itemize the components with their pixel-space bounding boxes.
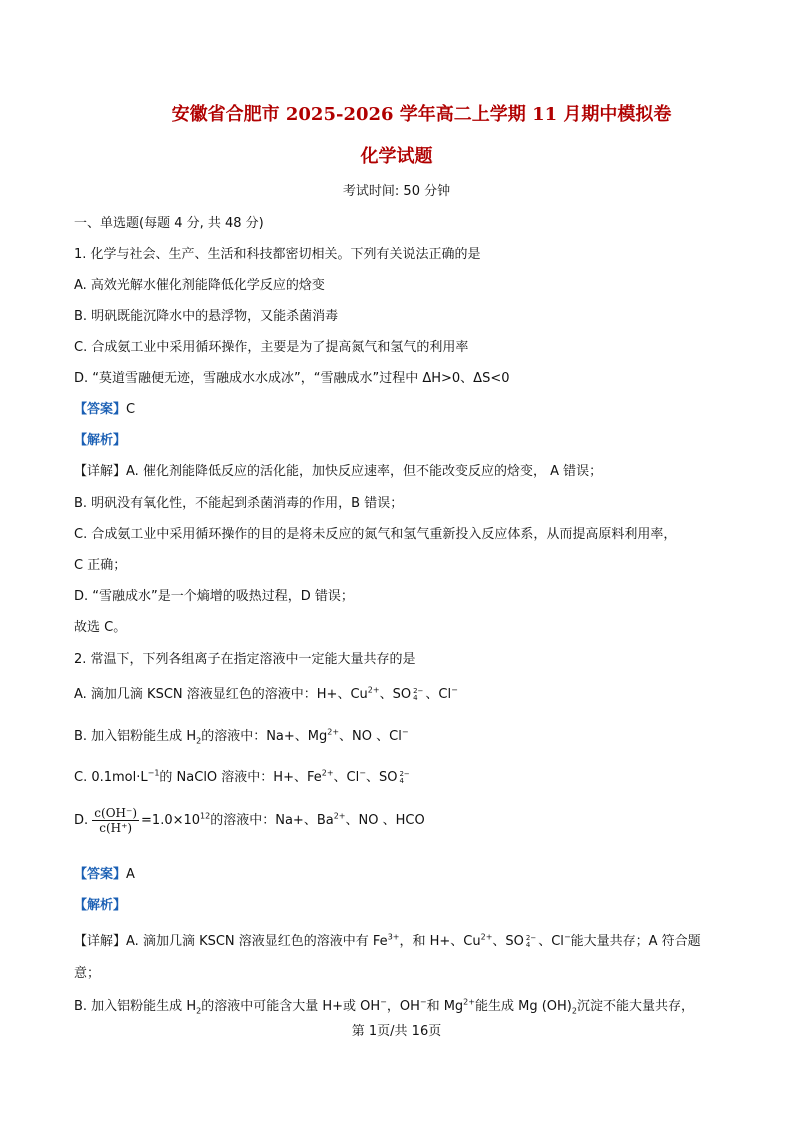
q2-d-pre: =1.0×10: [141, 813, 201, 828]
q2-a-sup: 2+: [367, 685, 380, 695]
fraction-numerator: c(OH⁻): [94, 806, 138, 820]
page-subtitle: 化学试题: [360, 146, 433, 167]
q1-detail-b: B. 明矾没有氧化性，不能起到杀菌消毒的作用，B 错误；: [74, 496, 404, 511]
q2-detail-a2: 意；: [74, 966, 101, 981]
answer-tag: 【答案】: [74, 867, 127, 882]
q2-detail-a-mid: ，和 H+、Cu: [399, 934, 481, 949]
q2-c-sup2: 2+: [321, 768, 334, 778]
q2-d-label: D.: [74, 813, 89, 828]
q2-detail-b-post: 能生成 Mg (OH): [474, 999, 572, 1014]
q1-option-b: B. 明矾既能沉降水中的悬浮物，又能杀菌消毒: [74, 309, 339, 324]
q2-c-stack-top: 2−: [399, 769, 410, 778]
answer-tag: 【答案】: [74, 402, 127, 417]
q2-d-sup2: 2+: [333, 811, 346, 821]
section-heading: 一、单选题(每题 4 分, 共 48 分): [74, 216, 264, 231]
q2-option-c: [74, 766, 412, 785]
q2-detail-a1: [74, 930, 701, 949]
q2-detail-b-sub2: 2: [571, 1006, 577, 1016]
q2-detail-b-sup3: 2+: [463, 997, 475, 1007]
q1-detail-c1: C. 合成氨工业中采用循环操作的目的是将未反应的氮气和氢气重新投入反应体系，从而提高原料利用率，: [74, 527, 677, 542]
q1-option-a: A. 高效光解水催化剂能降低化学反应的焓变: [74, 278, 325, 293]
stack-bottom: 4: [525, 940, 531, 949]
page-title: 安徽省合肥市 2025-2026 学年高二上学期 11 月期中模拟卷: [171, 104, 672, 125]
q2-detail-a-sup3: −: [563, 932, 571, 942]
q2-option-d: [74, 806, 425, 835]
q2-option-a: [74, 683, 458, 702]
q2-d-sup: 12: [200, 811, 211, 821]
q1-conclusion: 故选 C。: [74, 620, 127, 635]
q1-option-c: C. 合成氨工业中采用循环操作，主要是为了提高氮气和氢气的利用率: [74, 340, 469, 355]
q2-c-text: C. 0.1mol·L: [74, 770, 148, 785]
q2-detail-a-end: 能大量共存；A 符合题: [570, 934, 701, 949]
q2-a-stack: [413, 688, 423, 702]
q2-b-post: 、NO 、Cl: [339, 729, 402, 744]
q2-detail-b-mid3: 和 Mg: [426, 999, 464, 1014]
q2-c-stack: [399, 771, 409, 785]
q2-c-mid: 的 NaClO 溶液中：H+、Fe: [159, 770, 322, 785]
fraction-denominator: c(H⁺): [99, 821, 133, 835]
q1-stem: 1. 化学与社会、生产、生活和科技都密切相关。下列有关说法正确的是: [74, 247, 481, 262]
q1-detail-a: [74, 460, 602, 479]
q2-a-mid: 、SO: [379, 687, 412, 702]
q2-c-post: 、Cl: [333, 770, 360, 785]
q2-c-end: 、SO: [365, 770, 398, 785]
q2-detail-a-stack: [526, 935, 536, 949]
q1-detail-c2: C 正确；: [74, 558, 127, 573]
q2-detail-a-sup: 3+: [387, 932, 400, 942]
q1-option-d: D. “莫道雪融便无迹，雪融成水水成冰”，“雪融成水”过程中 ΔH>0、ΔS<0: [74, 371, 510, 386]
q2-detail-b-mid2: ，OH: [386, 999, 420, 1014]
q2-detail-a-sup2: 2+: [480, 932, 493, 942]
q2-a-post: 、Cl: [425, 687, 452, 702]
answer-value: C: [126, 402, 136, 417]
exam-time: 考试时间: 50 分钟: [342, 184, 451, 199]
q2-d-fraction: [92, 806, 139, 835]
q2-detail-b-mid: 的溶液中可能含大量 H+或 OH: [201, 999, 381, 1014]
q2-d-post: 的溶液中：Na+、Ba: [210, 813, 334, 828]
q1-analysis-tag: 【解析】: [74, 433, 127, 448]
q2-detail-a-post: 、Cl: [538, 934, 564, 949]
q2-a-sup3: −: [451, 685, 458, 695]
q2-a-stack-top: 2−: [413, 686, 424, 695]
q2-detail-b: [74, 995, 694, 1016]
q2-b-sup2: −: [401, 727, 409, 737]
q2-option-b: [74, 725, 409, 746]
q2-detail-b-text: B. 加入铝粉能生成 H: [74, 999, 197, 1014]
detail-tag: 【详解】: [74, 934, 127, 949]
detail-tag: 【详解】: [74, 464, 127, 479]
q1-detail-d: D. “雪融成水”是一个熵增的吸热过程，D 错误；: [74, 589, 354, 604]
q2-analysis-tag: 【解析】: [74, 898, 127, 913]
q2-stem: 2. 常温下，下列各组离子在指定溶液中一定能大量共存的是: [74, 652, 416, 667]
q2-a-stack-bottom: 4: [413, 693, 418, 702]
q2-answer: [74, 863, 135, 882]
q2-c-sup3: −: [359, 768, 366, 778]
q1-answer: [74, 398, 135, 417]
q2-b-sub: 2: [196, 736, 202, 746]
answer-value: A: [126, 867, 135, 882]
q2-detail-a-mid2: 、SO: [492, 934, 524, 949]
q2-c-stack-bottom: 4: [399, 776, 404, 785]
q2-b-text: B. 加入铝粉能生成 H: [74, 729, 197, 744]
q2-a-text: A. 滴加几滴 KSCN 溶液显红色的溶液中：H+、Cu: [74, 687, 368, 702]
q2-detail-b-sub: 2: [196, 1006, 202, 1016]
q2-b-sup: 2+: [327, 727, 340, 737]
stack-top: 2−: [525, 933, 537, 942]
q2-d-end: 、NO 、HCO: [345, 813, 425, 828]
q2-c-sup: −1: [147, 768, 160, 778]
q2-detail-b-sup: −: [380, 997, 387, 1007]
q2-detail-b-sup2: −: [419, 997, 427, 1007]
q2-b-mid: 的溶液中：Na+、Mg: [201, 729, 328, 744]
q2-detail-b-end: 沉淀不能大量共存，: [576, 999, 694, 1014]
page-footer: 第 1页/共 16页: [351, 1024, 442, 1039]
q2-detail-a-text: A. 滴加几滴 KSCN 溶液显红色的溶液中有 Fe: [126, 934, 388, 949]
detail-text: A. 催化剂能降低反应的活化能，加快反应速率，但不能改变反应的焓变， A 错误；: [126, 464, 603, 479]
